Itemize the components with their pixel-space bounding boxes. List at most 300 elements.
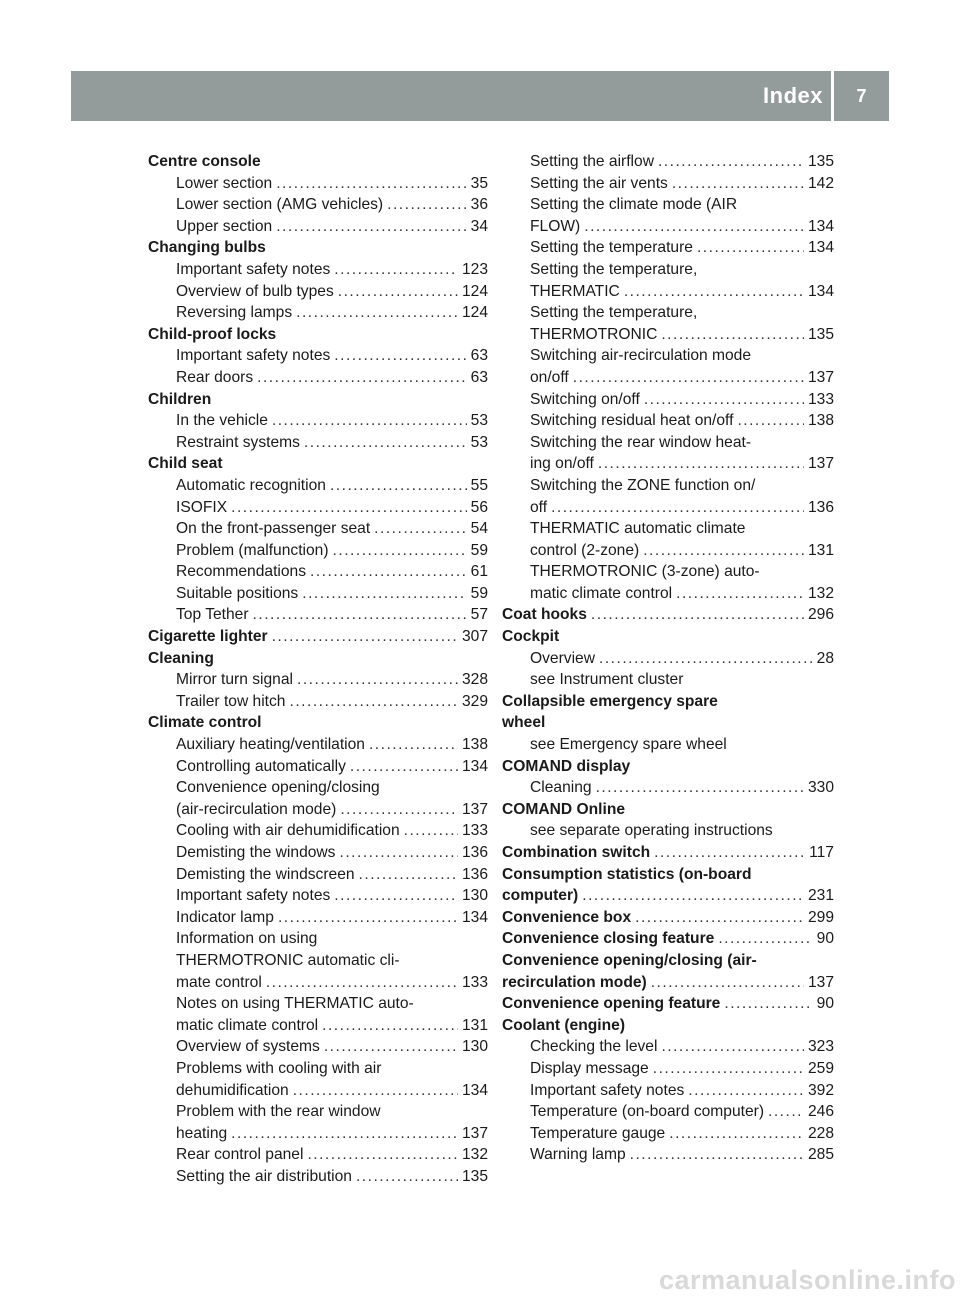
dot-leader [359,864,458,886]
dot-leader [718,928,812,950]
index-heading [502,885,834,907]
dot-leader [297,669,458,691]
index-subentry [502,367,834,389]
index-heading [148,237,488,259]
index-heading [502,626,834,648]
dot-leader [266,972,458,994]
page-reference[interactable]: 142 [807,174,834,192]
dot-leader [333,540,467,562]
index-subentry [502,324,834,346]
page-reference[interactable]: 134 [461,757,488,775]
index-subentry [148,475,488,497]
index-subentry [148,972,488,994]
dot-leader [624,281,804,303]
index-subentry [502,389,834,411]
dot-leader [644,389,804,411]
entry-text: Restraint systems [176,433,300,451]
index-subentry [148,259,488,281]
index-subentry [502,302,834,324]
entry-text: Setting the temperature, [530,260,698,278]
page-reference[interactable]: 123 [461,260,488,278]
dot-leader [724,993,812,1015]
entry-text: Controlling automatically [176,757,346,775]
dot-leader [688,1080,804,1102]
page-reference[interactable]: 137 [807,455,834,473]
entry-text: matic climate control [530,584,673,602]
page-reference[interactable]: 136 [461,844,488,861]
dot-leader [338,281,458,303]
entry-text: Changing bulbs [148,239,266,257]
entry-text: Lower section [176,174,273,192]
index-subentry [148,561,488,583]
entry-text: Setting the temperature, [530,304,698,322]
index-heading [502,993,834,1015]
entry-text: Setting the temperature [530,239,693,257]
page-reference[interactable]: 135 [807,153,834,170]
index-subentry [148,950,488,972]
dot-leader [322,1015,458,1037]
page-reference[interactable]: 259 [807,1059,834,1077]
entry-text: dehumidification [176,1081,289,1099]
index-subentry [502,216,834,238]
index-heading [502,972,834,994]
page-reference[interactable]: 131 [807,541,834,559]
index-subentry [148,885,488,907]
page-reference[interactable]: 130 [461,1038,488,1056]
index-subentry [502,453,834,475]
page-reference[interactable]: 124 [461,304,488,322]
dot-leader [653,1058,804,1080]
entry-text: Problems with cooling with air [176,1059,382,1077]
page-reference[interactable]: 299 [807,908,834,926]
dot-leader [661,1036,804,1058]
index-heading [148,648,488,670]
index-subentry [148,281,488,303]
index-subentry [502,518,834,540]
page-reference[interactable]: 134 [807,239,834,257]
dot-leader [404,820,458,842]
entry-text: Cigarette lighter [148,628,268,646]
index-subentry [502,281,834,303]
dot-leader [591,604,804,626]
index-subentry [148,1015,488,1037]
dot-leader [356,1166,458,1188]
entry-text: THERMOTRONIC (3-zone) auto- [530,563,760,581]
index-subentry [148,777,488,799]
page-reference[interactable]: 134 [461,908,488,926]
entry-text: Children [148,390,212,408]
page-reference[interactable]: 392 [807,1081,834,1099]
index-heading [148,389,488,411]
entry-text: Setting the airflow [530,153,654,170]
entry-text: Child-proof locks [148,325,277,343]
dot-leader [310,561,467,583]
page-reference[interactable]: 136 [461,865,488,883]
entry-text: Problem with the rear window [176,1103,381,1121]
entry-text: Overview of systems [176,1038,320,1056]
entry-text: Child seat [148,455,223,473]
page-reference[interactable]: 228 [807,1124,834,1142]
entry-text: Setting the air vents [530,174,668,192]
index-subentry [148,1144,488,1166]
dot-leader [231,1123,458,1145]
index-heading [502,1015,834,1037]
entry-text: Automatic recognition [176,476,326,494]
entry-text: Switching the rear window heat- [530,433,752,451]
entry-text: Temperature (on-board computer) [530,1103,765,1121]
dot-leader [599,648,813,670]
entry-text: Convenience opening/closing (air- [502,951,757,969]
index-subentry [502,734,834,756]
dot-leader [272,410,467,432]
entry-text: Auxiliary heating/ventilation [176,736,365,754]
entry-text: Lower section (AMG vehicles) [176,196,384,214]
index-subentry [148,842,488,864]
dot-leader [651,972,804,994]
index-subentry [502,1144,834,1166]
index-subentry [148,216,488,238]
index-subentry [148,691,488,713]
page-reference[interactable]: 133 [807,390,834,408]
index-subentry [148,993,488,1015]
entry-text: off [530,498,548,516]
entry-text: Information on using [176,930,318,948]
index-subentry [148,756,488,778]
entry-text: Convenience box [502,908,632,926]
index-heading [502,907,834,929]
index-heading [502,691,834,713]
page-reference[interactable]: 35 [470,174,488,192]
page-reference[interactable]: 134 [461,1081,488,1099]
index-heading [148,324,488,346]
dot-leader [276,173,466,195]
entry-text: Collapsible emergency spare [502,692,718,710]
page-reference[interactable]: 61 [470,563,488,581]
page-reference[interactable]: 59 [470,584,488,602]
entry-text: Overview of bulb types [176,282,334,300]
dot-leader [340,799,458,821]
index-subentry [148,302,488,324]
page-reference[interactable]: 36 [470,196,488,214]
dot-leader [661,324,804,346]
entry-text: Important safety notes [176,347,331,365]
entry-text: see Instrument cluster [530,671,684,689]
entry-text: FLOW) [530,217,581,235]
index-heading [502,712,834,734]
index-subentry [148,540,488,562]
index-heading [502,799,834,821]
entry-text: Setting the climate mode (AIR [530,196,738,214]
dot-leader [676,583,804,605]
dot-leader [293,1080,458,1102]
entry-text: In the vehicle [176,412,268,430]
page-reference[interactable]: 133 [461,973,488,991]
index-heading [148,626,488,648]
index-subentry [502,237,834,259]
index-subentry [502,561,834,583]
page-reference[interactable]: 137 [807,368,834,386]
entry-text: Rear doors [176,368,254,386]
entry-text: recirculation mode) [502,973,647,991]
entry-text: on/off [530,368,569,386]
page-reference[interactable]: 34 [470,217,488,235]
dot-leader [635,907,804,929]
entry-text: Recommendations [176,563,307,581]
watermark: carmanualsonline.info [658,1265,956,1295]
index-subentry [502,648,834,670]
page-reference[interactable]: 132 [807,584,834,602]
dot-leader [573,367,804,389]
page-reference[interactable]: 132 [461,1146,488,1164]
index-heading [148,151,488,173]
entry-text: Upper section [176,217,273,235]
index-subentry [502,1123,834,1145]
page-reference[interactable]: 307 [461,628,488,646]
page-reference[interactable]: 124 [461,282,488,300]
entry-text: Convenience opening feature [502,995,721,1013]
page-reference[interactable]: 117 [809,844,834,861]
dot-leader [330,475,467,497]
dot-leader [231,497,467,519]
index-heading [502,756,834,778]
index-subentry [502,259,834,281]
dot-leader [304,432,467,454]
page-reference[interactable]: 138 [807,412,834,430]
page-reference[interactable]: 57 [470,606,488,624]
index-subentry [148,820,488,842]
dot-leader [584,216,804,238]
entry-text: Mirror turn signal [176,671,293,689]
page-reference[interactable]: 285 [807,1146,834,1164]
dot-leader [369,734,458,756]
entry-text: Indicator lamp [176,908,274,926]
page-reference[interactable]: 135 [461,1167,488,1185]
entry-text: Convenience closing feature [502,930,715,948]
index-subentry [502,151,834,173]
page-reference[interactable]: 135 [807,325,834,343]
dot-leader [672,173,804,195]
entry-text: see separate operating instructions [530,822,773,840]
entry-text: Convenience opening/closing [176,779,380,797]
page-reference[interactable]: 90 [816,995,834,1013]
dot-leader [302,583,466,605]
index-subentry [502,194,834,216]
index-subentry [148,1101,488,1123]
page-reference[interactable]: 137 [807,973,834,991]
entry-text: see Emergency spare wheel [530,736,727,754]
page-reference[interactable]: 137 [461,1124,488,1142]
entry-text: heating [176,1124,228,1142]
entry-text: Important safety notes [530,1081,685,1099]
page-reference[interactable]: 54 [470,520,488,538]
dot-leader [551,497,804,519]
entry-text: control (2-zone) [530,541,640,559]
index-subentry [502,820,834,842]
entry-text: Reversing lamps [176,304,293,322]
index-column-left [148,151,488,1188]
page-reference[interactable]: 53 [470,412,488,430]
index-subentry [148,799,488,821]
dot-leader [658,151,804,173]
index-subentry [148,194,488,216]
entry-text: Checking the level [530,1038,658,1056]
index-subentry [502,432,834,454]
index-subentry [148,432,488,454]
page-number: 7 [856,86,867,106]
entry-text: Demisting the windscreen [176,865,355,883]
page-reference[interactable]: 231 [807,887,834,905]
dot-leader [374,518,466,540]
page-reference[interactable]: 59 [470,541,488,559]
index-heading [148,712,488,734]
entry-text: COMAND display [502,757,631,775]
dot-leader [387,194,467,216]
index-heading [148,453,488,475]
entry-text: wheel [502,714,546,732]
index-subentry [502,475,834,497]
page-reference[interactable]: 28 [816,649,834,667]
index-subentry [148,734,488,756]
entry-text: Warning lamp [530,1146,626,1164]
page-reference[interactable]: 330 [807,779,834,797]
index-heading [502,842,834,864]
page-reference[interactable]: 323 [807,1038,834,1056]
index-heading [502,604,834,626]
entry-text: Temperature gauge [530,1124,666,1142]
entry-text: Switching residual heat on/off [530,412,734,430]
entry-text: ing on/off [530,455,594,473]
page-reference[interactable]: 55 [470,476,488,494]
index-subentry [148,367,488,389]
page-reference[interactable]: 246 [807,1103,834,1121]
page-reference[interactable]: 329 [461,692,488,710]
dot-leader [582,885,804,907]
dot-leader [278,907,458,929]
page-reference[interactable]: 56 [470,498,488,516]
index-subentry [502,669,834,691]
entry-text: Switching air-recirculation mode [530,347,752,365]
entry-text: Coolant (engine) [502,1016,626,1034]
entry-text: THERMOTRONIC automatic cli- [176,951,400,969]
entry-text: Top Tether [176,606,249,624]
page-reference[interactable]: 130 [461,887,488,905]
entry-text: Display message [530,1059,649,1077]
entry-text: THERMATIC [530,282,620,300]
index-subentry [502,345,834,367]
entry-text: THERMATIC automatic climate [530,520,746,538]
dot-leader [257,367,467,389]
dot-leader [669,1123,804,1145]
section-title: Index [763,83,823,108]
entry-text: Cleaning [148,649,214,667]
page-reference[interactable]: 134 [807,282,834,300]
index-subentry [148,928,488,950]
entry-text: Notes on using THERMATIC auto- [176,995,414,1013]
index-subentry [148,1058,488,1080]
page-reference[interactable]: 137 [461,800,488,818]
dot-leader [596,777,804,799]
entry-text: Demisting the windows [176,844,336,861]
page-reference[interactable]: 136 [807,498,834,516]
index-subentry [502,410,834,432]
dot-leader [307,1144,458,1166]
entry-text: Climate control [148,714,262,732]
index-subentry [148,410,488,432]
page-reference[interactable]: 90 [816,930,834,948]
index-subentry [148,345,488,367]
index-subentry [502,173,834,195]
index-subentry [148,518,488,540]
dot-leader [296,302,458,324]
entry-text: Coat hooks [502,606,587,624]
page-reference[interactable]: 63 [470,347,488,365]
index-subentry [148,907,488,929]
dot-leader [737,410,804,432]
dot-leader [630,1144,804,1166]
entry-text: Cooling with air dehumidification [176,822,400,840]
index-subentry [148,1080,488,1102]
page-reference[interactable]: 133 [461,822,488,840]
index-subentry [148,497,488,519]
index-heading [502,928,834,950]
entry-text: Important safety notes [176,887,331,905]
dot-leader [289,691,457,713]
index-subentry [502,1036,834,1058]
dot-leader [654,842,805,864]
index-subentry [148,1166,488,1188]
entry-text: matic climate control [176,1016,319,1034]
entry-text: Cleaning [530,779,592,797]
page-reference[interactable]: 138 [461,736,488,754]
page-reference[interactable]: 134 [807,217,834,235]
entry-text: ISOFIX [176,498,228,516]
dot-leader [339,842,457,864]
page-reference[interactable]: 328 [461,671,488,689]
entry-text: (air-recirculation mode) [176,800,337,818]
page-reference[interactable]: 296 [807,606,834,624]
entry-text: Consumption statistics (on-board [502,865,752,883]
index-subentry [502,540,834,562]
dot-leader [350,756,458,778]
index-subentry [502,1058,834,1080]
page-reference[interactable]: 131 [461,1016,488,1034]
dot-leader [272,626,458,648]
dot-leader [334,345,466,367]
entry-text: Centre console [148,153,261,170]
entry-text: Switching on/off [530,390,640,408]
dot-leader [598,453,804,475]
entry-text: Switching the ZONE function on/ [530,476,756,494]
dot-leader [334,885,458,907]
entry-text: Important safety notes [176,260,331,278]
entry-text: Suitable positions [176,584,299,602]
index-subentry [148,173,488,195]
index-subentry [502,777,834,799]
entry-text: computer) [502,887,579,905]
entry-text: Problem (malfunction) [176,541,329,559]
page-reference[interactable]: 63 [470,368,488,386]
index-subentry [148,1036,488,1058]
entry-text: On the front-passenger seat [176,520,371,538]
index-subentry [148,1123,488,1145]
entry-text: mate control [176,973,262,991]
index-subentry [148,583,488,605]
dot-leader [768,1101,804,1123]
dot-leader [253,604,467,626]
entry-text: Trailer tow hitch [176,692,286,710]
page-reference[interactable]: 53 [470,433,488,451]
dot-leader [697,237,804,259]
